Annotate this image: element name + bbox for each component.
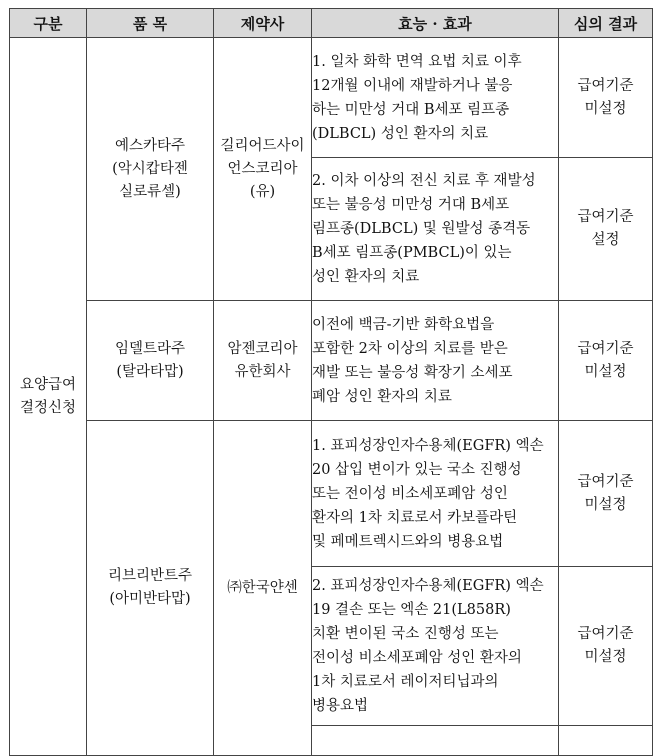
efficacy-line: 2. 이차 이상의 전신 치료 후 재발성 xyxy=(312,173,536,189)
efficacy-line: 20 삽입 변이가 있는 국소 진행성 xyxy=(312,461,522,478)
result-line: 미설정 xyxy=(584,363,627,380)
header-efficacy: 효능 · 효과 xyxy=(312,9,559,38)
category-cell xyxy=(10,38,87,756)
company-line: 암젠코리아 xyxy=(227,340,298,357)
efficacy-cell xyxy=(312,421,559,567)
product-name-line: 리브리반트주 xyxy=(107,568,193,584)
efficacy-line: 림프종(DLBCL) 및 원발성 종격동 xyxy=(312,221,531,237)
result-cell xyxy=(559,567,653,726)
efficacy-cell xyxy=(312,567,559,726)
product-name-line: (아미반타맙) xyxy=(109,591,191,607)
category-line: 요양급여 xyxy=(19,376,77,393)
efficacy-line: 및 페메트렉시드와의 병용요법 xyxy=(312,533,504,550)
review-results-table xyxy=(9,8,653,756)
result-line: 미설정 xyxy=(584,649,627,665)
result-cell xyxy=(559,301,653,421)
company-cell xyxy=(214,421,312,756)
result-line: 미설정 xyxy=(584,100,627,117)
result-line: 미설정 xyxy=(584,496,627,513)
efficacy-line: 이전에 백금-기반 화학요법을 xyxy=(312,316,495,333)
header-company: 제약사 xyxy=(214,9,312,38)
result-line: 설정 xyxy=(591,232,620,248)
efficacy-line: 재발 또는 불응성 확장기 소세포 xyxy=(312,364,513,381)
efficacy-line: 12개월 이내에 재발하거나 불응 xyxy=(312,77,513,94)
efficacy-line: 19 결손 또는 엑손 21(L858R) xyxy=(312,602,511,618)
company-line: 유한회사 xyxy=(234,363,291,380)
efficacy-cell-cutoff xyxy=(312,726,559,756)
efficacy-line: 2. 표피성장인자수용체(EGFR) 엑손 xyxy=(312,578,544,594)
efficacy-line: (DLBCL) 성인 환자의 치료 xyxy=(312,125,489,142)
product-name-cell xyxy=(87,38,214,301)
company-cell xyxy=(214,301,312,421)
product-name-cell xyxy=(87,301,214,421)
company-line: (유) xyxy=(249,183,276,200)
result-line: 급여기준 xyxy=(577,340,634,357)
efficacy-line: 병용요법 xyxy=(312,698,369,714)
efficacy-cell xyxy=(312,38,559,158)
result-line: 급여기준 xyxy=(577,209,634,225)
company-line: ㈜한국얀센 xyxy=(227,579,298,596)
efficacy-line: B세포 림프종(PMBCL)이 있는 xyxy=(312,245,512,261)
efficacy-line: 전이성 비소세포폐암 성인 환자의 xyxy=(312,650,522,666)
efficacy-cell xyxy=(312,158,559,301)
product-name-line: 예스카타주 xyxy=(114,137,186,154)
efficacy-line: 1. 표피성장인자수용체(EGFR) 엑손 xyxy=(312,437,544,454)
result-cell xyxy=(559,421,653,567)
product-name-line: (악시캅타젠 xyxy=(112,160,188,177)
table-row xyxy=(10,301,653,421)
result-cell xyxy=(559,158,653,301)
product-name-cell xyxy=(87,421,214,756)
efficacy-line: 포함한 2차 이상의 치료를 받은 xyxy=(312,340,508,357)
efficacy-line: 또는 불응성 미만성 거대 B세포 xyxy=(312,197,510,213)
efficacy-line: 폐암 성인 환자의 치료 xyxy=(312,388,452,405)
header-product: 품 목 xyxy=(87,9,214,38)
result-cell-cutoff xyxy=(559,726,653,756)
table-row xyxy=(10,421,653,567)
result-cell xyxy=(559,38,653,158)
company-cell xyxy=(214,38,312,301)
product-name-line: 임델트라주 xyxy=(114,340,186,357)
efficacy-line: 1차 치료로서 레이저티닙과의 xyxy=(312,674,499,690)
table-row xyxy=(10,38,653,158)
efficacy-line: 치환 변이된 국소 진행성 또는 xyxy=(312,626,499,642)
header-row xyxy=(10,9,653,38)
efficacy-line: 성인 환자의 치료 xyxy=(312,269,420,285)
efficacy-line: 또는 전이성 비소세포폐암 성인 xyxy=(312,485,508,502)
result-line: 급여기준 xyxy=(577,77,634,94)
company-line: 언스코리아 xyxy=(227,160,298,177)
efficacy-line: 1. 일차 화학 면역 요법 치료 이후 xyxy=(312,53,522,70)
header-result: 심의 결과 xyxy=(559,9,653,38)
product-name-line: (탈라타맙) xyxy=(116,363,184,380)
result-line: 급여기준 xyxy=(577,626,634,642)
header-category: 구분 xyxy=(10,9,87,38)
category-line: 결정신청 xyxy=(19,399,77,416)
efficacy-cell xyxy=(312,301,559,421)
product-name-line: 실로류셀) xyxy=(119,183,181,200)
company-line: 길리어드사이 xyxy=(220,137,305,154)
efficacy-line: 하는 미만성 거대 B세포 림프종 xyxy=(312,101,510,118)
result-line: 급여기준 xyxy=(577,473,634,490)
efficacy-line: 환자의 1차 치료로서 카보플라틴 xyxy=(312,509,518,526)
